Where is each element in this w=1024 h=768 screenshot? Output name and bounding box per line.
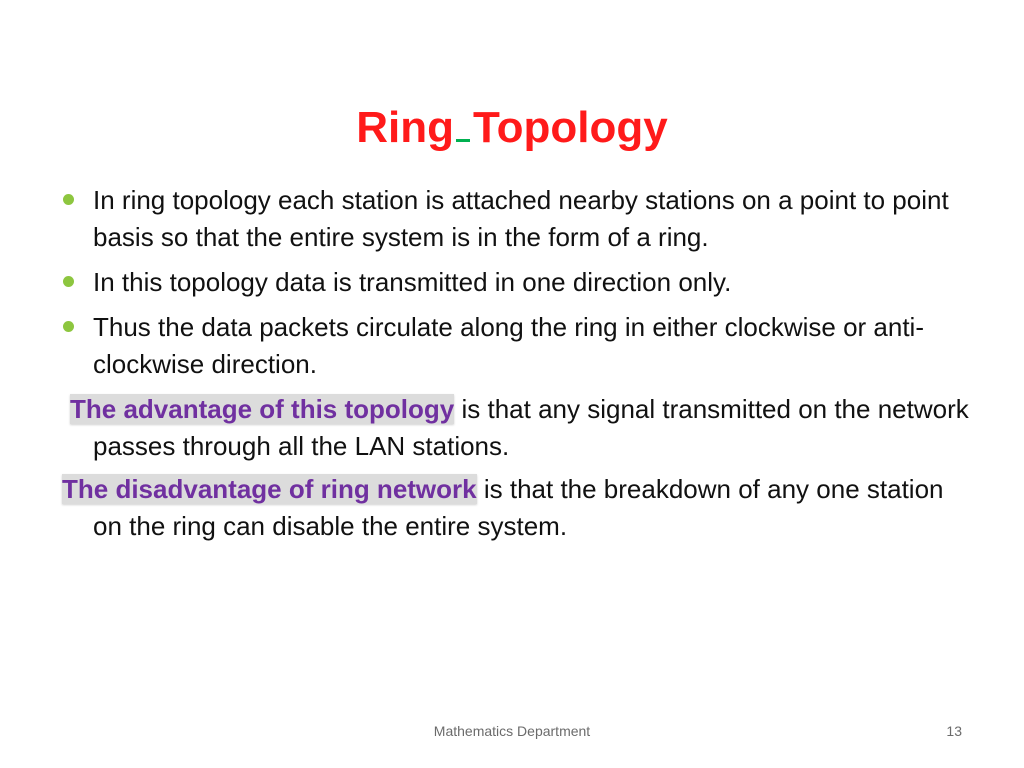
- page-number: 13: [946, 723, 962, 739]
- advantage-highlight: The advantage of this topology: [70, 394, 455, 424]
- bullet-text: In this topology data is transmitted in one direction only.: [93, 267, 732, 297]
- advantage-text: is that any signal transmitted on the network passes through all the LAN stations.: [93, 394, 969, 461]
- advantage-paragraph: [62, 391, 972, 465]
- bullet-dot-icon: [63, 321, 74, 332]
- bullet-text: Thus the data packets circulate along the ring in either clockwise or anti-clockwise direction.: [93, 312, 924, 379]
- title-underline-separator: [456, 100, 470, 142]
- slide-body: [62, 182, 972, 551]
- bullet-dot-icon: [63, 194, 74, 205]
- disadvantage-paragraph: [62, 471, 972, 545]
- bullet-text: In ring topology each station is attached nearby stations on a point to point basis so that the entire system is in the form of a ring.: [93, 185, 949, 252]
- title-word-ring: Ring: [356, 103, 455, 152]
- disadvantage-highlight: The disadvantage of ring network: [62, 474, 477, 504]
- bullet-item: [62, 309, 972, 383]
- bullet-dot-icon: [63, 276, 74, 287]
- title-word-topology: Topology: [473, 103, 668, 152]
- bullet-item: [62, 264, 972, 301]
- footer-text: Mathematics Department: [433, 723, 591, 739]
- slide-title: [0, 100, 1024, 156]
- bullet-item: [62, 182, 972, 256]
- disadvantage-text: is that the breakdown of any one station on the ring can disable the entire system.: [93, 474, 944, 541]
